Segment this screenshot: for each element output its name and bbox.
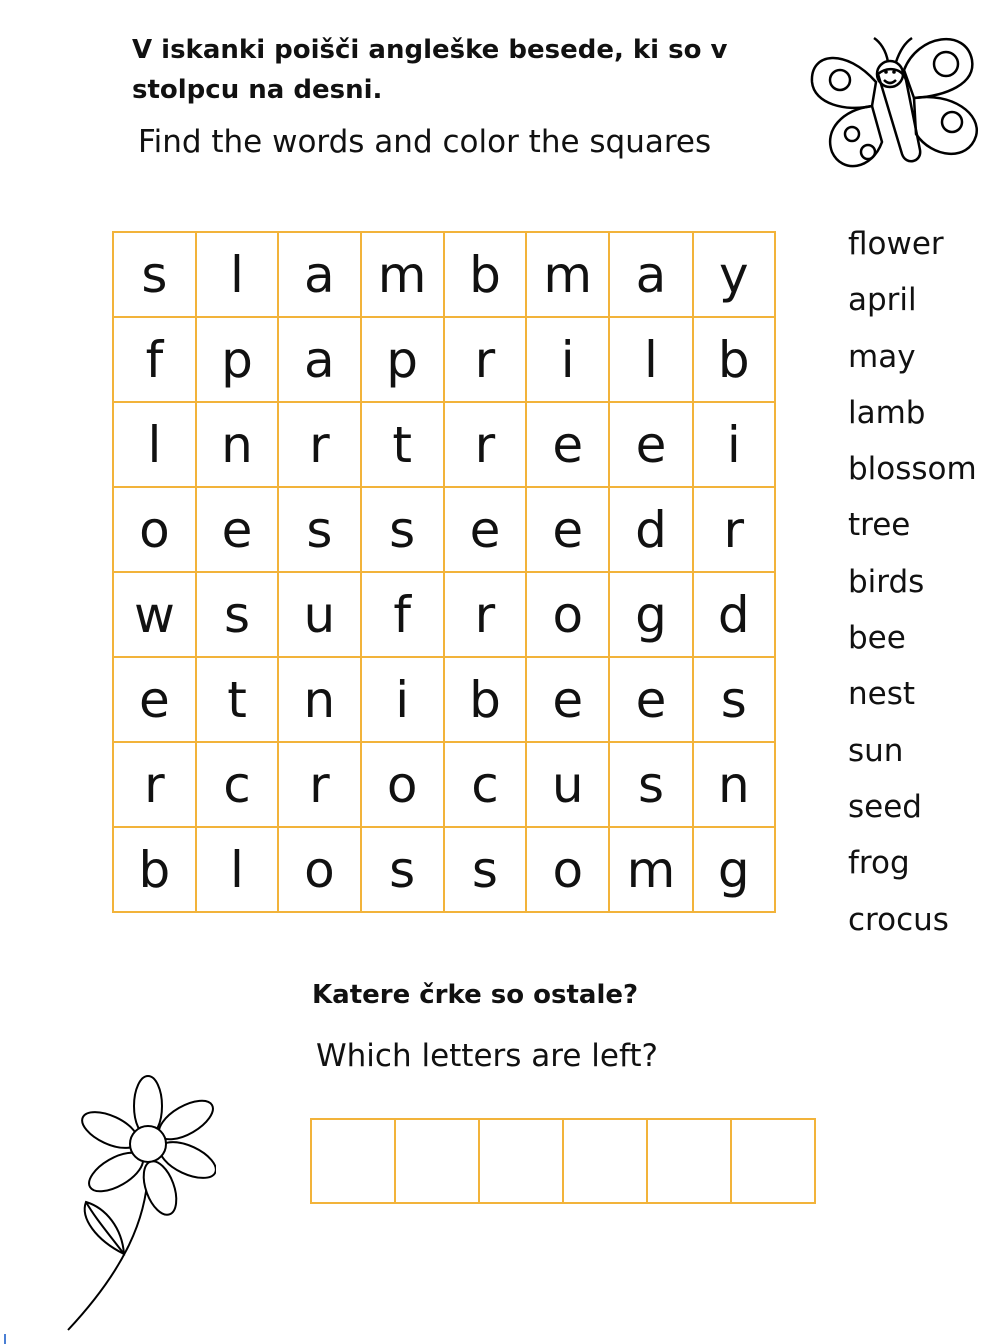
grid-cell[interactable]: c [444, 742, 526, 827]
grid-cell[interactable]: s [113, 232, 196, 317]
grid-cell[interactable]: d [693, 572, 775, 657]
grid-cell[interactable]: r [444, 572, 526, 657]
butterfly-icon [806, 30, 984, 176]
grid-cell[interactable]: l [196, 232, 278, 317]
word-list-item: may [848, 338, 916, 375]
grid-cell[interactable]: o [113, 487, 196, 572]
flower-icon [56, 1068, 216, 1338]
grid-cell[interactable]: r [693, 487, 775, 572]
grid-cell[interactable]: u [526, 742, 609, 827]
grid-cell[interactable]: f [361, 572, 444, 657]
grid-cell[interactable]: s [361, 487, 444, 572]
grid-cell[interactable]: r [444, 402, 526, 487]
grid-cell[interactable]: s [609, 742, 692, 827]
grid-row [113, 572, 775, 657]
grid-cell[interactable]: n [278, 657, 360, 742]
grid-cell[interactable]: a [278, 232, 360, 317]
grid-cell[interactable]: p [361, 317, 444, 402]
grid-cell[interactable]: e [113, 657, 196, 742]
margin-mark [4, 1334, 6, 1344]
grid-cell[interactable]: e [526, 657, 609, 742]
question-slovene: Katere črke so ostale? [312, 980, 639, 1010]
grid-cell[interactable]: r [444, 317, 526, 402]
grid-row [113, 657, 775, 742]
grid-cell[interactable]: p [196, 317, 278, 402]
grid-cell[interactable]: t [196, 657, 278, 742]
grid-cell[interactable]: c [196, 742, 278, 827]
grid-cell[interactable]: e [526, 487, 609, 572]
word-list-item: flower [848, 226, 944, 262]
grid-cell[interactable]: g [693, 827, 775, 912]
word-list-item: april [848, 282, 917, 319]
grid-row [113, 402, 775, 487]
word-list-item: frog [848, 845, 910, 882]
grid-cell[interactable]: i [693, 402, 775, 487]
grid-cell[interactable]: r [278, 402, 360, 487]
grid-cell[interactable]: s [444, 827, 526, 912]
grid-cell[interactable]: g [609, 572, 692, 657]
grid-cell[interactable]: a [609, 232, 692, 317]
grid-cell[interactable]: e [196, 487, 278, 572]
grid-cell[interactable]: b [444, 657, 526, 742]
word-list-item: seed [848, 788, 922, 825]
grid-cell[interactable]: b [693, 317, 775, 402]
grid-cell[interactable]: o [526, 827, 609, 912]
instruction-slovene: V iskanki poišči angleške besede, ki so v stolpcu na desni. [132, 35, 728, 105]
grid-cell[interactable]: i [361, 657, 444, 742]
grid-row [113, 487, 775, 572]
grid-cell[interactable]: e [526, 402, 609, 487]
grid-cell[interactable]: t [361, 402, 444, 487]
grid-row [113, 827, 775, 912]
grid-cell[interactable]: b [444, 232, 526, 317]
grid-cell[interactable]: l [609, 317, 692, 402]
grid-cell[interactable]: m [609, 827, 692, 912]
answer-boxes [312, 1118, 816, 1204]
word-list-item: bee [848, 620, 906, 657]
grid-cell[interactable]: f [113, 317, 196, 402]
grid-cell[interactable]: n [693, 742, 775, 827]
grid-cell[interactable]: s [278, 487, 360, 572]
grid-cell[interactable]: s [196, 572, 278, 657]
grid-cell[interactable]: w [113, 572, 196, 657]
grid-cell[interactable]: s [693, 657, 775, 742]
grid-cell[interactable]: u [278, 572, 360, 657]
grid-cell[interactable]: l [196, 827, 278, 912]
grid-cell[interactable]: y [693, 232, 775, 317]
grid-row [113, 742, 775, 827]
answer-box[interactable] [394, 1118, 480, 1204]
grid-cell[interactable]: d [609, 487, 692, 572]
grid-cell[interactable]: m [361, 232, 444, 317]
word-list-item: birds [848, 563, 925, 600]
grid-row [113, 232, 775, 317]
grid-row [113, 317, 775, 402]
grid-cell[interactable]: r [113, 742, 196, 827]
question-english: Which letters are left? [316, 1038, 658, 1074]
answer-box[interactable] [646, 1118, 732, 1204]
word-list-item: sun [848, 732, 904, 769]
instruction-english: Find the words and color the squares [138, 124, 712, 160]
grid-cell[interactable]: n [196, 402, 278, 487]
word-list-item: blossom [848, 451, 977, 488]
grid-cell[interactable]: e [609, 402, 692, 487]
grid-cell[interactable]: o [361, 742, 444, 827]
answer-box[interactable] [562, 1118, 648, 1204]
grid-cell[interactable]: e [609, 657, 692, 742]
word-list-item: nest [848, 676, 916, 713]
grid-cell[interactable]: s [361, 827, 444, 912]
grid-cell[interactable]: b [113, 827, 196, 912]
grid-cell[interactable]: e [444, 487, 526, 572]
grid-cell[interactable]: o [278, 827, 360, 912]
grid-cell[interactable]: r [278, 742, 360, 827]
answer-box[interactable] [730, 1118, 816, 1204]
word-search-grid [112, 231, 776, 913]
grid-cell[interactable]: m [526, 232, 609, 317]
grid-cell[interactable]: o [526, 572, 609, 657]
grid-cell[interactable]: i [526, 317, 609, 402]
grid-cell[interactable]: l [113, 402, 196, 487]
word-list-item: lamb [848, 394, 926, 431]
word-list-item: tree [848, 507, 911, 544]
word-list [848, 222, 977, 954]
answer-box[interactable] [310, 1118, 396, 1204]
grid-cell[interactable]: a [278, 317, 360, 402]
word-list-item: crocus [848, 901, 949, 938]
answer-box[interactable] [478, 1118, 564, 1204]
